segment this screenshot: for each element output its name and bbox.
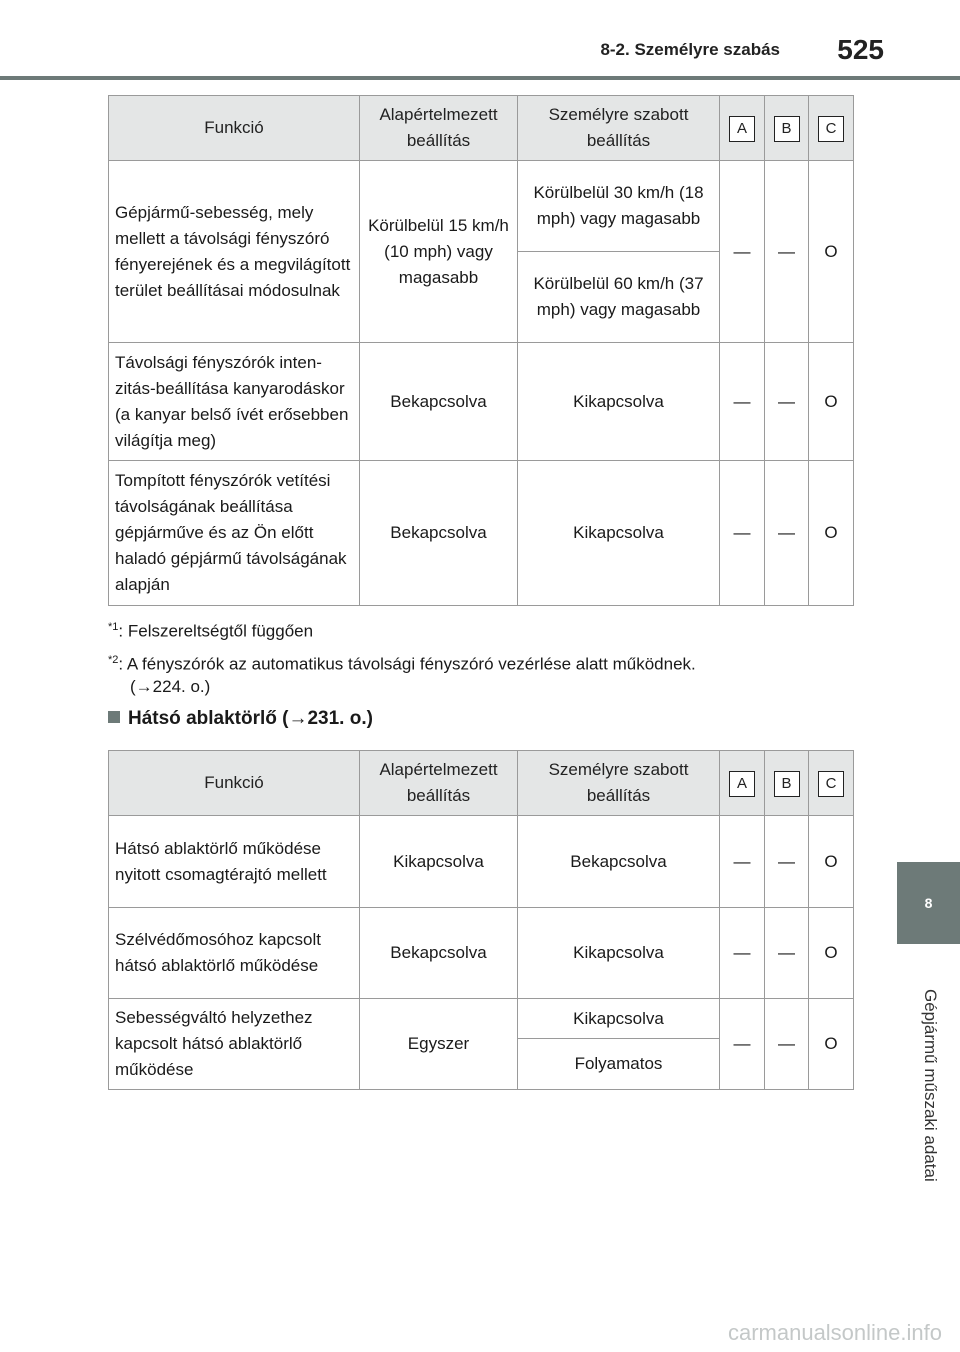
col-header-function: Funkció	[109, 96, 360, 161]
table-header-row	[109, 96, 854, 161]
row-c: O	[809, 461, 854, 606]
row-b: —	[765, 999, 809, 1090]
row-custom-option: Kikapcsolva	[518, 999, 720, 1039]
row-function: Sebességváltó helyzethez kapcsolt hátsó ablaktörlő működése	[109, 999, 360, 1090]
col-header-a	[720, 751, 765, 816]
row-a: —	[720, 908, 765, 999]
row-a: —	[720, 999, 765, 1090]
col-header-b	[765, 96, 809, 161]
table-row	[109, 161, 854, 252]
row-custom-option: Körülbelül 60 km/h (37 mph) vagy magasabb	[518, 252, 720, 343]
row-b: —	[765, 908, 809, 999]
row-b: —	[765, 161, 809, 343]
mode-c-label: C	[818, 771, 844, 797]
header-rule	[0, 76, 960, 80]
headlight-settings-table	[108, 95, 854, 606]
row-default: Bekapcsolva	[360, 461, 518, 606]
square-bullet-icon	[108, 711, 120, 723]
footnote-1-text: : Felszereltségtől függően	[118, 621, 314, 641]
col-header-custom: Személyre szabott beállítás	[518, 751, 720, 816]
table-row	[109, 816, 854, 908]
row-function: Szélvédőmosóhoz kapcsolt hátsó ablaktörlő működése	[109, 908, 360, 999]
row-default: Bekapcsolva	[360, 908, 518, 999]
row-c: O	[809, 161, 854, 343]
col-header-default: Alapértelmezett beállítás	[360, 96, 518, 161]
rear-wiper-settings-table	[108, 750, 854, 1090]
col-header-c	[809, 751, 854, 816]
row-custom: Bekapcsolva	[518, 816, 720, 908]
page-number: 525	[837, 34, 884, 65]
table-row	[109, 343, 854, 461]
row-function: Távolsági fényszórók intenzitás-beállítása kanyarodáskor (a kanyar belső ívét erősebben világítja meg)	[109, 343, 360, 461]
row-b: —	[765, 816, 809, 908]
row-b: —	[765, 461, 809, 606]
footnote-2-mark: *2	[108, 654, 119, 666]
mode-a-label: A	[729, 116, 755, 142]
table-row	[109, 908, 854, 999]
col-header-a	[720, 96, 765, 161]
section-title: 8-2. Személyre szabás	[600, 40, 780, 59]
mode-a-label: A	[729, 771, 755, 797]
row-c: O	[809, 908, 854, 999]
row-function: Hátsó ablaktörlő működése nyitott csomagtérajtó mellett	[109, 816, 360, 908]
mode-b-label: B	[774, 771, 800, 797]
row-default: Kikapcsolva	[360, 816, 518, 908]
section-heading	[108, 708, 373, 730]
col-header-b	[765, 751, 809, 816]
row-a: —	[720, 343, 765, 461]
col-header-custom: Személyre szabott beállítás	[518, 96, 720, 161]
row-c: O	[809, 816, 854, 908]
table-header-row	[109, 751, 854, 816]
row-a: —	[720, 816, 765, 908]
row-custom: Kikapcsolva	[518, 461, 720, 606]
row-c: O	[809, 343, 854, 461]
chapter-title: Gépjármű műszaki adatai	[921, 988, 940, 1182]
row-b: —	[765, 343, 809, 461]
footnote-1-mark: *1	[108, 621, 119, 633]
footnote-2-text: : A fényszórók az automatikus távolsági fényszóró vezérlése alatt működnek.	[118, 654, 696, 674]
row-a: —	[720, 161, 765, 343]
row-default: Egyszer	[360, 999, 518, 1090]
row-default: Körülbelül 15 km/h (10 mph) vagy magasabb	[360, 161, 518, 343]
mode-b-label: B	[774, 116, 800, 142]
row-custom: Kikapcsolva	[518, 343, 720, 461]
row-custom: Kikapcsolva	[518, 908, 720, 999]
watermark: carmanualsonline.info	[727, 1320, 942, 1345]
col-header-default: Alapértelmezett beállítás	[360, 751, 518, 816]
row-function: Tompított fényszórók vetítési távolságának beállítása gépjárműve és az Ön előtt haladó gépjármű távolságának alapján	[109, 461, 360, 606]
section-heading-text: Hátsó ablaktörlő (→231. o.)	[128, 708, 373, 729]
row-c: O	[809, 999, 854, 1090]
row-function: Gépjármű-sebesség, mely mellett a távolsági fényszóró fényerejének és a megvilágított terület beállításai módosulnak	[109, 161, 360, 343]
footnote-1	[108, 614, 313, 645]
table-row	[109, 999, 854, 1039]
row-custom-option: Folyamatos	[518, 1039, 720, 1090]
footnote-2-ref: (→224. o.)	[130, 677, 211, 696]
col-header-function: Funkció	[109, 751, 360, 816]
row-default: Bekapcsolva	[360, 343, 518, 461]
chapter-number: 8	[924, 895, 933, 911]
row-custom-option: Körülbelül 30 km/h (18 mph) vagy magasabb	[518, 161, 720, 252]
mode-c-label: C	[818, 116, 844, 142]
col-header-c	[809, 96, 854, 161]
row-a: —	[720, 461, 765, 606]
chapter-tab	[897, 862, 960, 944]
table-row	[109, 461, 854, 606]
